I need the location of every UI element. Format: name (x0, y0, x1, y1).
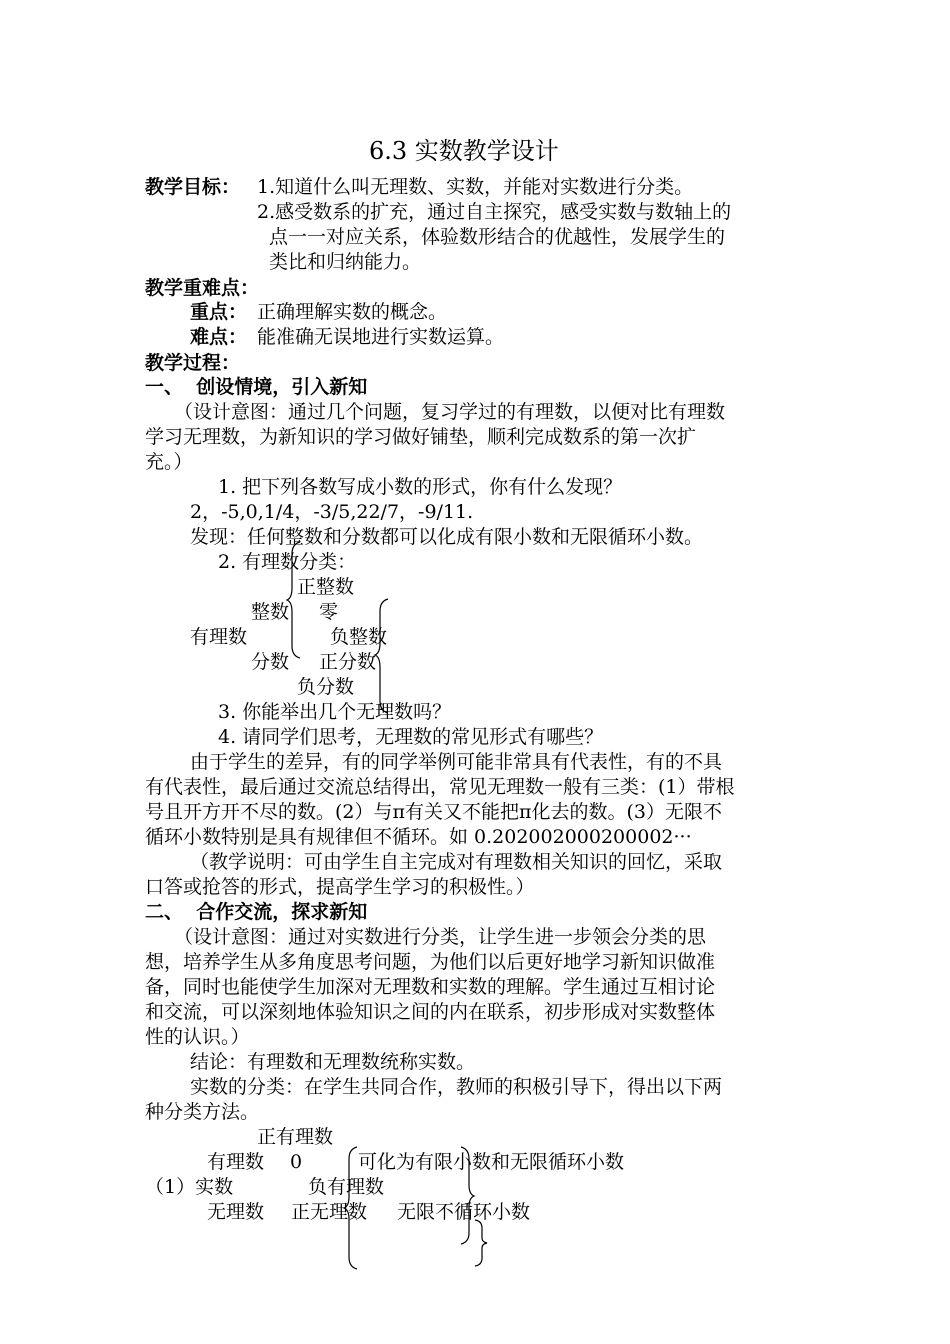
infinite-decimal-brace (473, 1218, 493, 1268)
label-positive-integer: 正整数 (297, 576, 355, 598)
section-1-para-line-4: 循环小数特别是具有规律但不循环。如 0.202002000200002··· (145, 826, 692, 848)
section-1-note-line-1: （教学说明：可由学生自主完成对有理数相关知识的回忆，采取 (190, 851, 723, 873)
label-positive-fraction: 正分数 (319, 651, 377, 673)
label-zero-value: 0 (290, 1151, 303, 1173)
section-2-intent-line-3: 备，同时也能使学生加深对无理数和实数的理解。学生通过互相讨论 (145, 976, 716, 998)
section-1-intent-line-1: （设计意图：通过几个问题，复习学过的有理数，以便对比有理数 (174, 401, 726, 423)
goal-item-2-line-2: 点一一对应关系，体验数形结合的优越性，发展学生的 (269, 226, 726, 248)
label-positive-irrational: 正无理数 (291, 1201, 368, 1223)
goal-item-2-line-3: 类比和归纳能力。 (269, 251, 422, 273)
label-negative-rational: 负有理数 (308, 1176, 385, 1198)
classification-line-1: 实数的分类：在学生共同合作，教师的积极引导下，得出以下两 (190, 1076, 723, 1098)
finding-text: 发现：任何整数和分数都可以化成有限小数和无限循环小数。 (190, 526, 704, 548)
focus-label: 重点： (190, 301, 248, 323)
question-2: 2. 有理数分类： (218, 551, 357, 573)
difficulty-text: 能准确无误地进行实数运算。 (257, 326, 505, 348)
conclusion-text: 结论：有理数和无理数统称实数。 (190, 1051, 476, 1073)
difficulty-label: 难点： (190, 326, 248, 348)
question-3: 3. 你能举出几个无理数吗？ (218, 701, 452, 723)
label-integer: 整数 (251, 601, 290, 623)
key-points-label: 教学重难点： (145, 277, 260, 299)
page-title: 6.3 实数教学设计 (369, 137, 559, 165)
label-positive-rational: 正有理数 (257, 1126, 334, 1148)
section-1-para-line-1: 由于学生的差异，有的同学举例可能非常具有代表性，有的不具 (190, 751, 723, 773)
question-1: 1. 把下列各数写成小数的形式，你有什么发现？ (218, 476, 623, 498)
focus-text: 正确理解实数的概念。 (257, 301, 448, 323)
goal-item-1: 1.知道什么叫无理数、实数，并能对实数进行分类。 (257, 176, 694, 198)
section-1-para-line-3: 号且开方开不尽的数。(2）与π有关又不能把π化去的数。(3）无限不 (145, 801, 722, 823)
label-method-1: （1）实数 (145, 1176, 234, 1198)
classification-line-2: 种分类方法。 (145, 1101, 260, 1123)
section-1-para-line-2: 有代表性，最后通过交流总结得出，常见无理数一般有三类：(1）带根 (145, 776, 735, 798)
label-negative-integer: 负整数 (330, 626, 388, 648)
label-irrational: 无理数 (207, 1201, 265, 1223)
process-label: 教学过程： (145, 352, 241, 374)
section-2-intent-line-5: 性的认识。） (145, 1026, 250, 1048)
integer-brace (286, 540, 306, 660)
rational-split-brace (343, 1145, 363, 1270)
section-2-heading: 二、 合作交流，探求新知 (145, 901, 368, 923)
label-rational: 有理数 (190, 626, 248, 648)
section-2-intent-line-2: 想，培养学生从多角度思考问题，为他们以后更好地学习新知识做准 (145, 951, 716, 973)
rational-brace (374, 597, 394, 715)
number-list: 2，-5,0,1/4，-3/5,22/7，-9/11. (190, 501, 474, 523)
section-2-intent-line-4: 和交流，可以深刻地体验知识之间的内在联系，初步形成对实数整体 (145, 1001, 716, 1023)
section-1-intent-line-2: 学习无理数，为新知识的学习做好铺垫，顺利完成数系的第一次扩 (145, 426, 697, 448)
label-negative-fraction: 负分数 (297, 676, 355, 698)
label-fraction: 分数 (251, 651, 290, 673)
section-2-intent-line-1: （设计意图：通过对实数进行分类，让学生进一步领会分类的思 (174, 926, 707, 948)
label-zero: 零 (319, 601, 339, 623)
label-infinite-note: 无限不循环小数 (397, 1201, 531, 1223)
question-4: 4. 请同学们思考，无理数的常见形式有哪些？ (218, 726, 604, 748)
goal-item-2-line-1: 2.感受数系的扩充，通过自主探究，感受实数与数轴上的 (257, 201, 732, 223)
label-rational-number: 有理数 (207, 1151, 265, 1173)
label-finite-note: 可化为有限小数和无限循环小数 (358, 1151, 625, 1173)
section-1-heading: 一、 创设情境，引入新知 (145, 376, 368, 398)
section-1-note-line-2: 口答或抢答的形式，提高学生学习的积极性。） (145, 876, 535, 898)
goals-label: 教学目标： (145, 176, 241, 198)
section-1-intent-line-3: 充。） (145, 451, 193, 473)
